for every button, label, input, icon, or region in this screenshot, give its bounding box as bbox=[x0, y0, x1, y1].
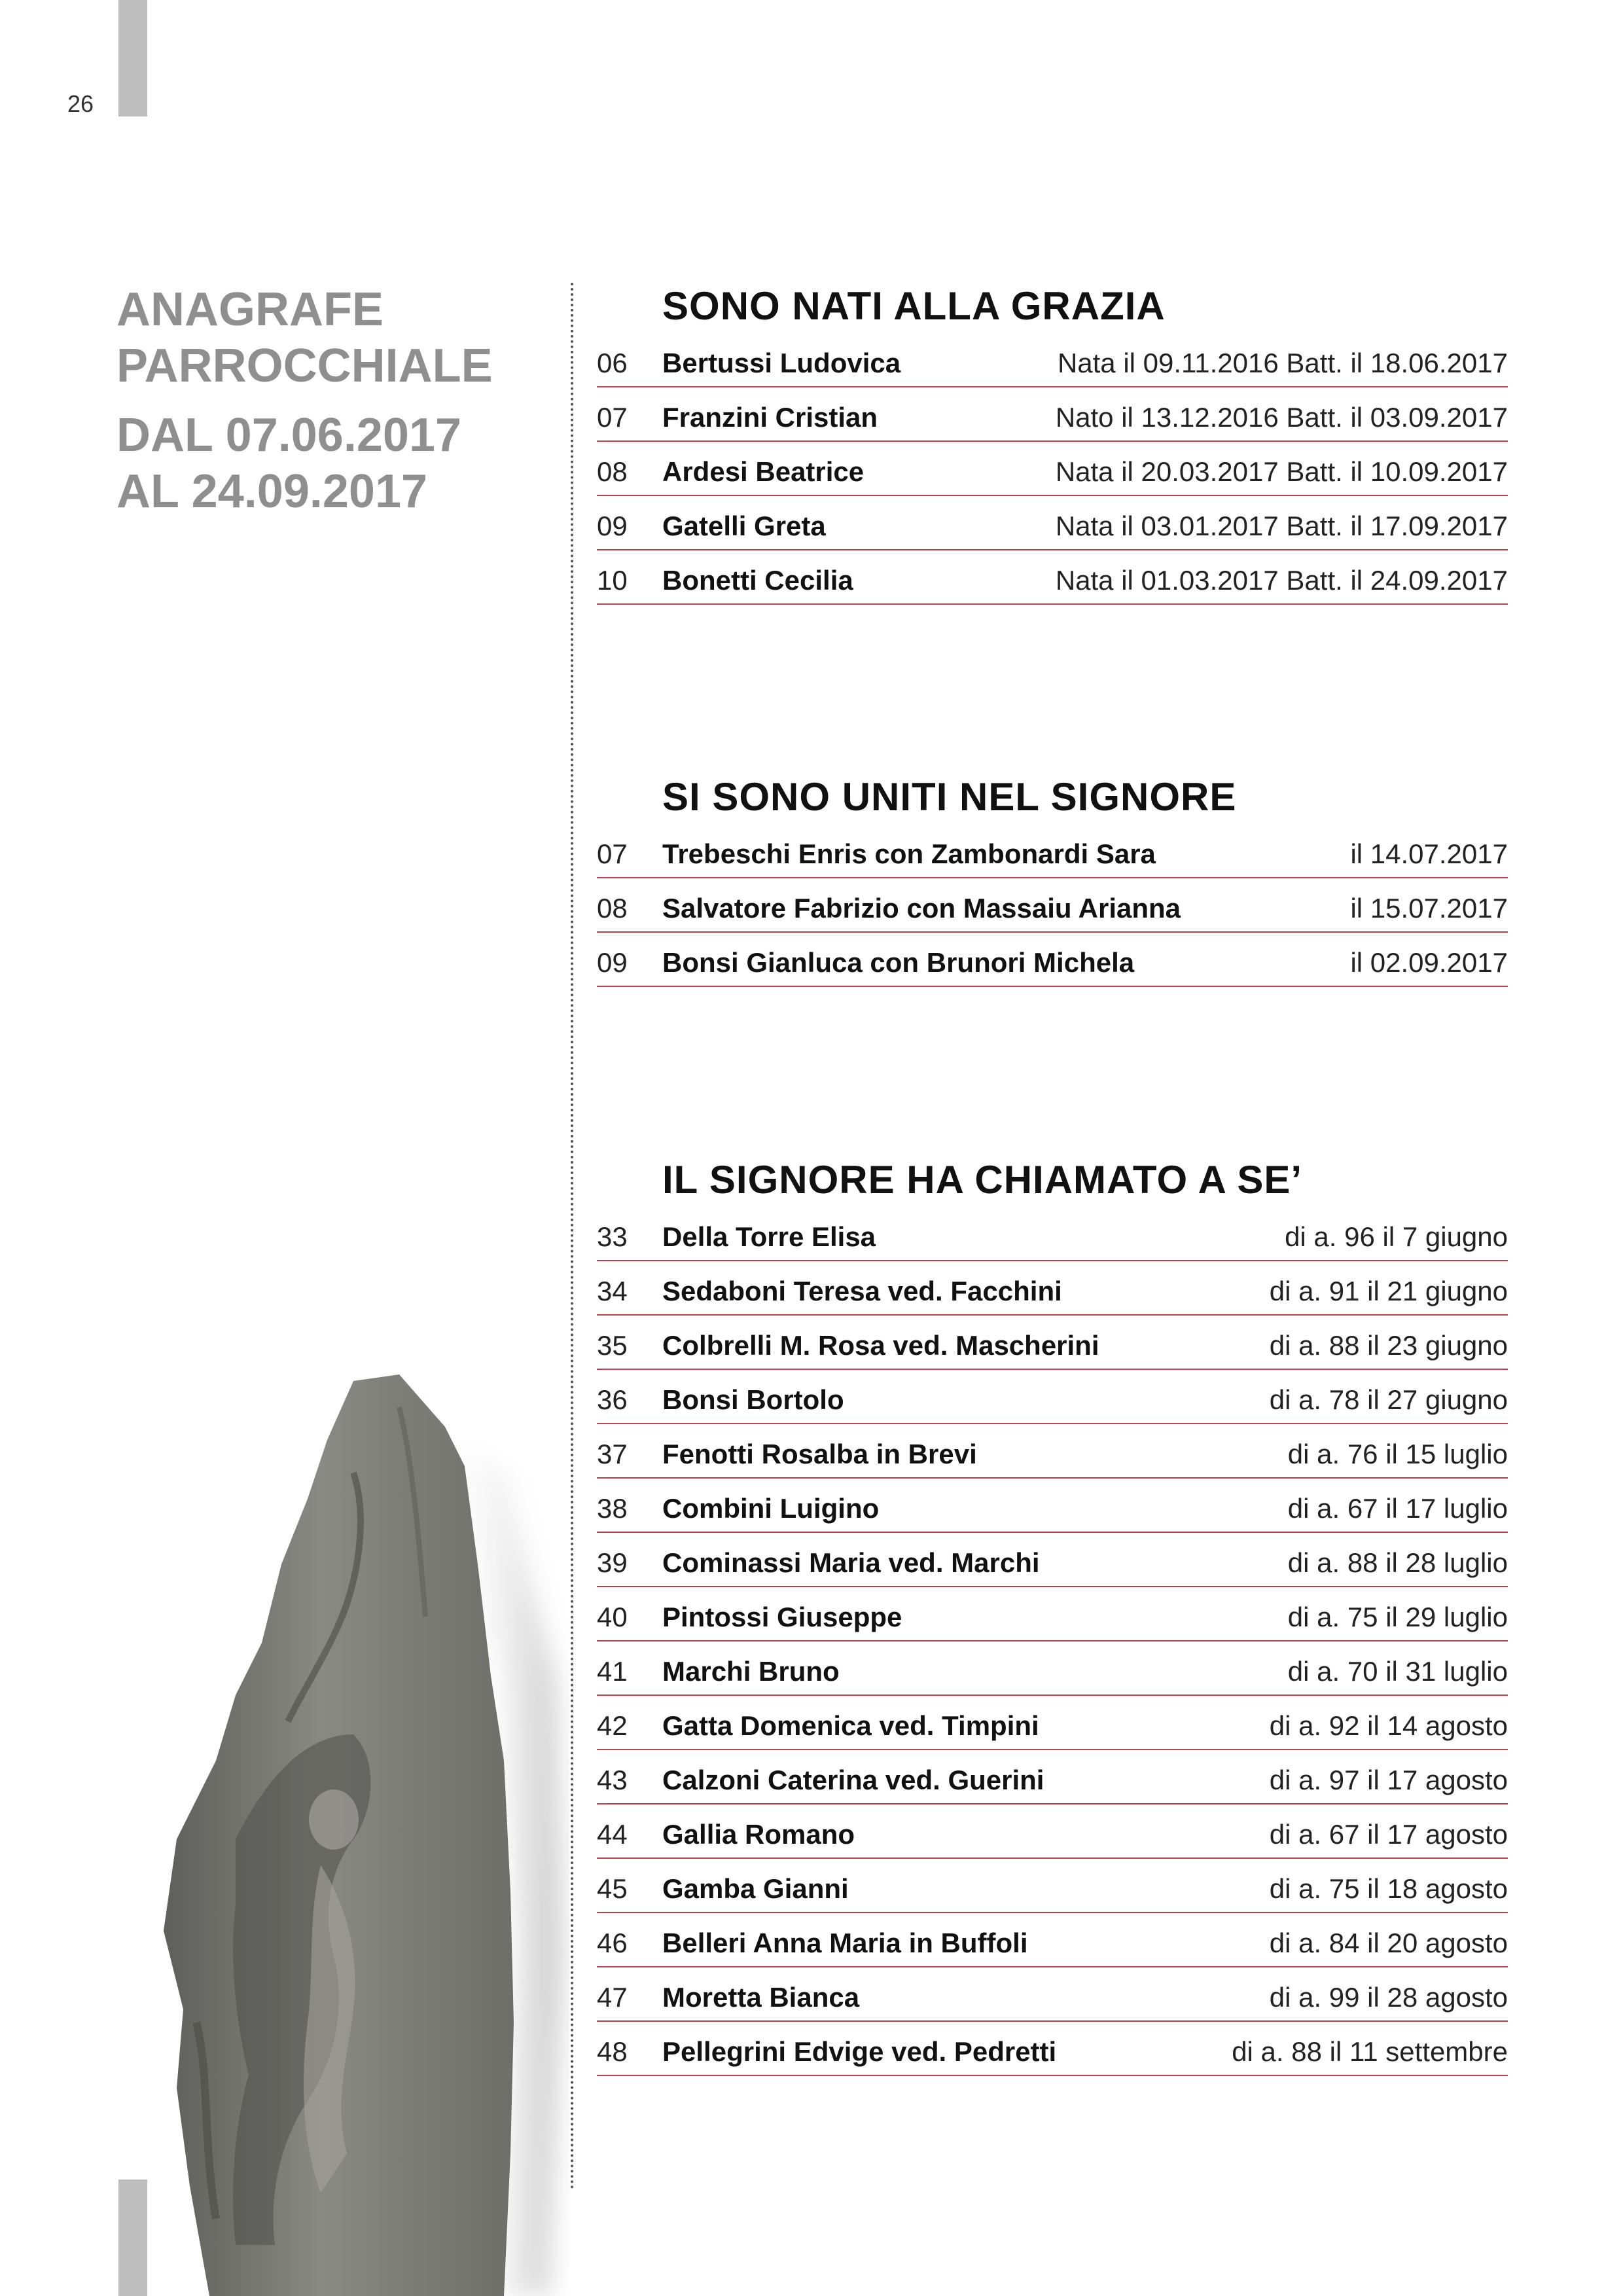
entry-number: 08 bbox=[597, 456, 628, 487]
births-list bbox=[597, 335, 1508, 605]
list-item bbox=[597, 1861, 1508, 1913]
entry-name: Cominassi Maria ved. Marchi bbox=[662, 1547, 1040, 1578]
entry-number: 35 bbox=[597, 1330, 628, 1361]
entry-number: 37 bbox=[597, 1439, 628, 1469]
list-item bbox=[597, 2024, 1508, 2076]
entry-detail: di a. 70 il 31 luglio bbox=[1287, 1656, 1508, 1687]
entry-detail: Nata il 20.03.2017 Batt. il 10.09.2017 bbox=[1055, 456, 1508, 487]
list-item bbox=[597, 335, 1508, 387]
entry-detail: Nata il 01.03.2017 Batt. il 24.09.2017 bbox=[1055, 565, 1508, 596]
list-item bbox=[597, 1372, 1508, 1424]
list-item bbox=[597, 1318, 1508, 1370]
entry-detail: di a. 67 il 17 agosto bbox=[1269, 1819, 1508, 1850]
list-item bbox=[597, 552, 1508, 605]
list-item bbox=[597, 1698, 1508, 1750]
entry-detail: di a. 67 il 17 luglio bbox=[1287, 1493, 1508, 1524]
list-item bbox=[597, 1589, 1508, 1641]
entry-name: Pintossi Giuseppe bbox=[662, 1602, 902, 1632]
list-item bbox=[597, 1263, 1508, 1316]
entry-name: Bertussi Ludovica bbox=[662, 348, 901, 378]
entry-number: 42 bbox=[597, 1710, 628, 1741]
title-line-2: PARROCCHIALE bbox=[116, 340, 493, 392]
entry-number: 44 bbox=[597, 1819, 628, 1850]
top-margin-bar bbox=[118, 0, 147, 117]
entry-name: Ardesi Beatrice bbox=[662, 456, 865, 487]
entry-number: 07 bbox=[597, 838, 628, 869]
bottom-margin-bar bbox=[118, 2179, 147, 2296]
list-item bbox=[597, 1969, 1508, 2022]
entry-name: Bonsi Bortolo bbox=[662, 1384, 844, 1415]
entry-detail: di a. 84 il 20 agosto bbox=[1269, 1928, 1508, 1958]
entry-detail: Nato il 13.12.2016 Batt. il 03.09.2017 bbox=[1055, 402, 1508, 433]
births-section bbox=[597, 281, 1508, 605]
list-item bbox=[597, 1752, 1508, 1804]
births-heading: SONO NATI ALLA GRAZIA bbox=[662, 284, 1166, 328]
entry-name: Gatelli Greta bbox=[662, 511, 826, 541]
entry-name: Bonsi Gianluca con Brunori Michela bbox=[662, 947, 1135, 978]
entry-name: Franzini Cristian bbox=[662, 402, 878, 433]
sculpture-image bbox=[137, 1368, 569, 2296]
list-item bbox=[597, 1643, 1508, 1696]
entry-detail: di a. 96 il 7 giugno bbox=[1285, 1221, 1508, 1252]
deaths-section bbox=[597, 1155, 1508, 2076]
entry-detail: Nata il 09.11.2016 Batt. il 18.06.2017 bbox=[1057, 348, 1508, 378]
entry-name: Pellegrini Edvige ved. Pedretti bbox=[662, 2036, 1057, 2067]
entry-number: 34 bbox=[597, 1276, 628, 1306]
title-line-1: ANAGRAFE bbox=[116, 283, 383, 336]
marriages-heading: SI SONO UNITI NEL SIGNORE bbox=[662, 775, 1237, 819]
entry-number: 39 bbox=[597, 1547, 628, 1578]
entry-name: Calzoni Caterina ved. Guerini bbox=[662, 1765, 1044, 1795]
entry-name: Bonetti Cecilia bbox=[662, 565, 853, 596]
entry-number: 07 bbox=[597, 402, 628, 433]
entry-number: 43 bbox=[597, 1765, 628, 1795]
entry-detail: il 02.09.2017 bbox=[1350, 947, 1508, 978]
list-item bbox=[597, 826, 1508, 878]
list-item bbox=[597, 444, 1508, 496]
deaths-list bbox=[597, 1209, 1508, 2076]
entry-detail: Nata il 03.01.2017 Batt. il 17.09.2017 bbox=[1055, 511, 1508, 541]
entry-name: Gamba Gianni bbox=[662, 1873, 849, 1904]
list-item bbox=[597, 498, 1508, 550]
entry-number: 46 bbox=[597, 1928, 628, 1958]
entry-number: 45 bbox=[597, 1873, 628, 1904]
entry-detail: di a. 75 il 18 agosto bbox=[1269, 1873, 1508, 1904]
entry-detail: di a. 78 il 27 giugno bbox=[1269, 1384, 1508, 1415]
list-item bbox=[597, 880, 1508, 933]
list-item bbox=[597, 1209, 1508, 1261]
period-line-1: DAL 07.06.2017 bbox=[116, 409, 462, 461]
entry-detail: di a. 92 il 14 agosto bbox=[1269, 1710, 1508, 1741]
entry-detail: di a. 91 il 21 giugno bbox=[1269, 1276, 1508, 1306]
entry-detail: di a. 88 il 11 settembre bbox=[1232, 2036, 1508, 2067]
entry-number: 41 bbox=[597, 1656, 628, 1687]
entry-name: Salvatore Fabrizio con Massaiu Arianna bbox=[662, 893, 1181, 924]
entry-number: 33 bbox=[597, 1221, 628, 1252]
entry-detail: di a. 88 il 28 luglio bbox=[1287, 1547, 1508, 1578]
list-item bbox=[597, 1915, 1508, 1967]
section-title bbox=[116, 281, 522, 520]
entry-detail: di a. 75 il 29 luglio bbox=[1287, 1602, 1508, 1632]
marriages-section bbox=[597, 772, 1508, 987]
entry-detail: di a. 76 il 15 luglio bbox=[1287, 1439, 1508, 1469]
list-item bbox=[597, 389, 1508, 442]
entry-number: 40 bbox=[597, 1602, 628, 1632]
entry-name: Gatta Domenica ved. Timpini bbox=[662, 1710, 1039, 1741]
entry-name: Combini Luigino bbox=[662, 1493, 880, 1524]
entry-number: 10 bbox=[597, 565, 628, 596]
entry-number: 09 bbox=[597, 947, 628, 978]
dotted-divider bbox=[571, 283, 573, 2191]
page-number: 26 bbox=[67, 90, 94, 117]
entry-number: 36 bbox=[597, 1384, 628, 1415]
entry-name: Gallia Romano bbox=[662, 1819, 855, 1850]
entry-name: Sedaboni Teresa ved. Facchini bbox=[662, 1276, 1062, 1306]
entry-number: 06 bbox=[597, 348, 628, 378]
entry-name: Colbrelli M. Rosa ved. Mascherini bbox=[662, 1330, 1099, 1361]
entry-name: Moretta Bianca bbox=[662, 1982, 860, 2013]
entry-detail: di a. 97 il 17 agosto bbox=[1269, 1765, 1508, 1795]
list-item bbox=[597, 1535, 1508, 1587]
entry-name: Della Torre Elisa bbox=[662, 1221, 876, 1252]
entry-detail: di a. 88 il 23 giugno bbox=[1269, 1330, 1508, 1361]
marriages-list bbox=[597, 826, 1508, 987]
entry-detail: il 14.07.2017 bbox=[1350, 838, 1508, 869]
deaths-heading: IL SIGNORE HA CHIAMATO A SE’ bbox=[662, 1158, 1303, 1202]
entry-detail: il 15.07.2017 bbox=[1350, 893, 1508, 924]
entry-number: 38 bbox=[597, 1493, 628, 1524]
entry-number: 48 bbox=[597, 2036, 628, 2067]
period-line-2: AL 24.09.2017 bbox=[116, 465, 428, 518]
list-item bbox=[597, 1806, 1508, 1859]
list-item bbox=[597, 935, 1508, 987]
entry-name: Fenotti Rosalba in Brevi bbox=[662, 1439, 977, 1469]
entry-number: 09 bbox=[597, 511, 628, 541]
entry-name: Trebeschi Enris con Zambonardi Sara bbox=[662, 838, 1156, 869]
entry-number: 08 bbox=[597, 893, 628, 924]
entry-name: Marchi Bruno bbox=[662, 1656, 840, 1687]
entry-detail: di a. 99 il 28 agosto bbox=[1269, 1982, 1508, 2013]
entry-number: 47 bbox=[597, 1982, 628, 2013]
list-item bbox=[597, 1426, 1508, 1479]
entry-name: Belleri Anna Maria in Buffoli bbox=[662, 1928, 1028, 1958]
list-item bbox=[597, 1480, 1508, 1533]
